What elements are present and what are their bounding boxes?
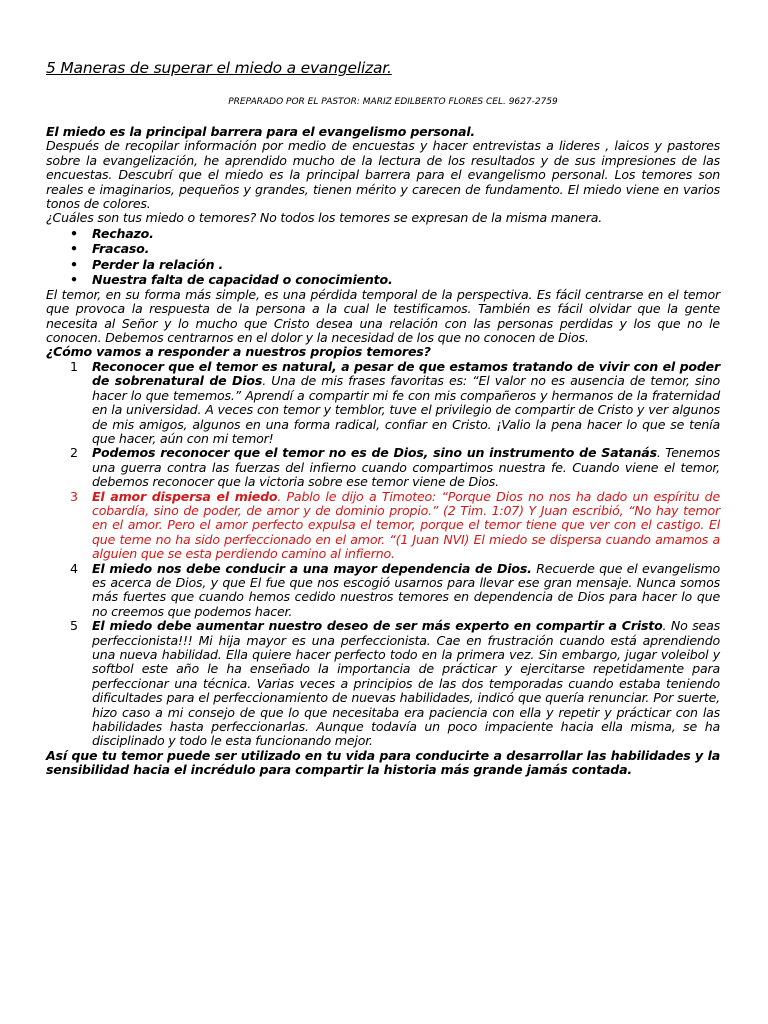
step-text: . No seas perfeccionista!!! Mi hija mayor es una perfeccionista. Cae en frustración cuando está aprendiendo una nueva habilidad. Ella quiere hacer perfecto todo en la primera vez. Sin embargo, jugar voleibol y softbol este año le ha enseñado la importancia de prácticar y ejercitarse repetidamente para perfeccionar una técnica. Varias veces a principios de las dos temporadas cuando estaba teniendo dificultades para el perfeccionamiento de nuevas habilidades, indicó que quería renunciar. Por suerte, hizo caso a mi consejo de que lo que necesitaba era paciencia con ella y repetir y prácticar con las habilidades hasta perfeccionarlas. Aunque todavía un poco impaciente hacia ella misma, se ha disciplinado y todo le esta funcionando mejor. [92, 618, 720, 749]
step-number: 4 [70, 560, 78, 576]
document-page [46, 58, 720, 778]
fear-item: • Fracaso. [70, 241, 720, 257]
step-item [46, 446, 720, 489]
step-text: Recuerde que el evangelismo es acerca de Dios, y que El fue que nos escogió usarnos para llevar ese gran mensaje. Nunca somos más fuertes que cuando hemos cedido nuestros temores en dependencia de Dios para hacer lo que no creemos que podemos hacer. [92, 560, 720, 619]
step-lead: Podemos reconocer que el temor no es de Dios, sino un instrumento de Satanás [92, 445, 657, 461]
step-lead: El miedo debe aumentar nuestro deseo de ser más experto en compartir a Cristo [92, 618, 663, 634]
perspective-paragraph: El temor, en su forma más simple, es una pérdida temporal de la perspectiva. Es fácil centrarse en el temor que provoca la respuesta de la persona a la cual le testificamos. También es fácil olvidar que la gente necesita al Señor y lo mucho que Cristo desea una relación con las personas perdidas y los que no le conocen. Debemos centrarnos en el dolor y la necesidad de los que no conocen de Dios. [46, 286, 720, 346]
step-lead: Reconocer que el temor es natural, a pesar de que estamos tratando de vivir con el poder de sobrenatural de Dios [92, 358, 720, 389]
steps-list [46, 360, 720, 749]
document-title: 5 Maneras de superar el miedo a evangelizar. [46, 59, 392, 77]
document-body [46, 125, 720, 778]
step-lead: El amor dispersa el miedo [92, 488, 278, 504]
fears-list [46, 226, 720, 288]
step-number: 2 [70, 445, 78, 461]
step-item [46, 562, 720, 620]
step-number: 5 [70, 618, 78, 634]
intro-paragraph: Después de recopilar información por medio de encuestas y hacer entrevistas a lideres , laicos y pastores sobre la evangelización, he aprendido mucho de la lectura de los resultados y de sus impresiones de las encuestas. Descubrí que el miedo es la principal barrera para el evangelismo personal. Los temores son reales e imaginarios, pequeños y grandes, tienen mérito y carecen de fundamento. El miedo viene en varios tonos de colores. [46, 138, 720, 212]
step-item [46, 619, 720, 749]
step-item-highlighted [46, 490, 720, 562]
step-lead: El miedo nos debe conducir a una mayor dependencia de Dios. [92, 560, 532, 576]
step-number: 3 [70, 488, 78, 504]
fear-item: • Perder la relación . [70, 257, 720, 273]
fear-item: • Rechazo. [70, 226, 720, 242]
step-item [46, 360, 720, 446]
step-text: . Pablo le dijo a Timoteo: “Porque Dios no nos ha dado un espíritu de cobardía, sino de poder, de amor y de dominio propio.” (2 Tim. 1:07) Y Juan escribió, “No hay temor en el amor. Pero el amor perfecto expulsa el temor, porque el temor tiene que ver con el castigo. El que teme no ha sido perfeccionado en el amor. “(1 Juan NVI) El miedo se dispersa cuando amamos a alguien que se esta perdiendo camino al infierno. [92, 488, 720, 562]
intro-question: ¿Cuáles son tus miedo o temores? No todos los temores se expresan de la misma manera. [46, 210, 603, 226]
prepared-by-line: PREPARADO POR EL PASTOR: MARIZ EDILBERTO FLORES CEL. 9627-2759 [228, 97, 558, 107]
intro-heading: El miedo es la principal barrera para el evangelismo personal. [46, 124, 476, 139]
step-text: . Una de mis frases favoritas es: “El valor no es ausencia de temor, sino hacer lo que tememos.” Aprendí a compartir mi fe con mis compañeros y hermanos de la fraternidad en la universidad. A veces con temor y temblor, tuve el privilegio de compartir de Cristo y ver algunos de mis amigos, algunos en una forma radical, confiar en Cristo. ¡Valio la pena hacer lo que se tenía que hacer, aún con mi temor! [92, 373, 720, 446]
step-number: 1 [70, 358, 78, 374]
closing-paragraph: Así que tu temor puede ser utilizado en tu vida para conducirte a desarrollar las habilidades y la sensibilidad hacia el incrédulo para compartir la historia más grande jamás contada. [46, 747, 720, 778]
step-text: . Tenemos una guerra contra las fuerzas del infierno cuando compartimos nuestra fe. Cuando viene el temor, debemos reconocer que la victoria sobre ese temor viene de Dios. [92, 445, 721, 490]
fear-item: • Nuestra falta de capacidad o conocimiento. [70, 272, 720, 288]
response-question: ¿Cómo vamos a responder a nuestros propios temores? [46, 344, 431, 360]
